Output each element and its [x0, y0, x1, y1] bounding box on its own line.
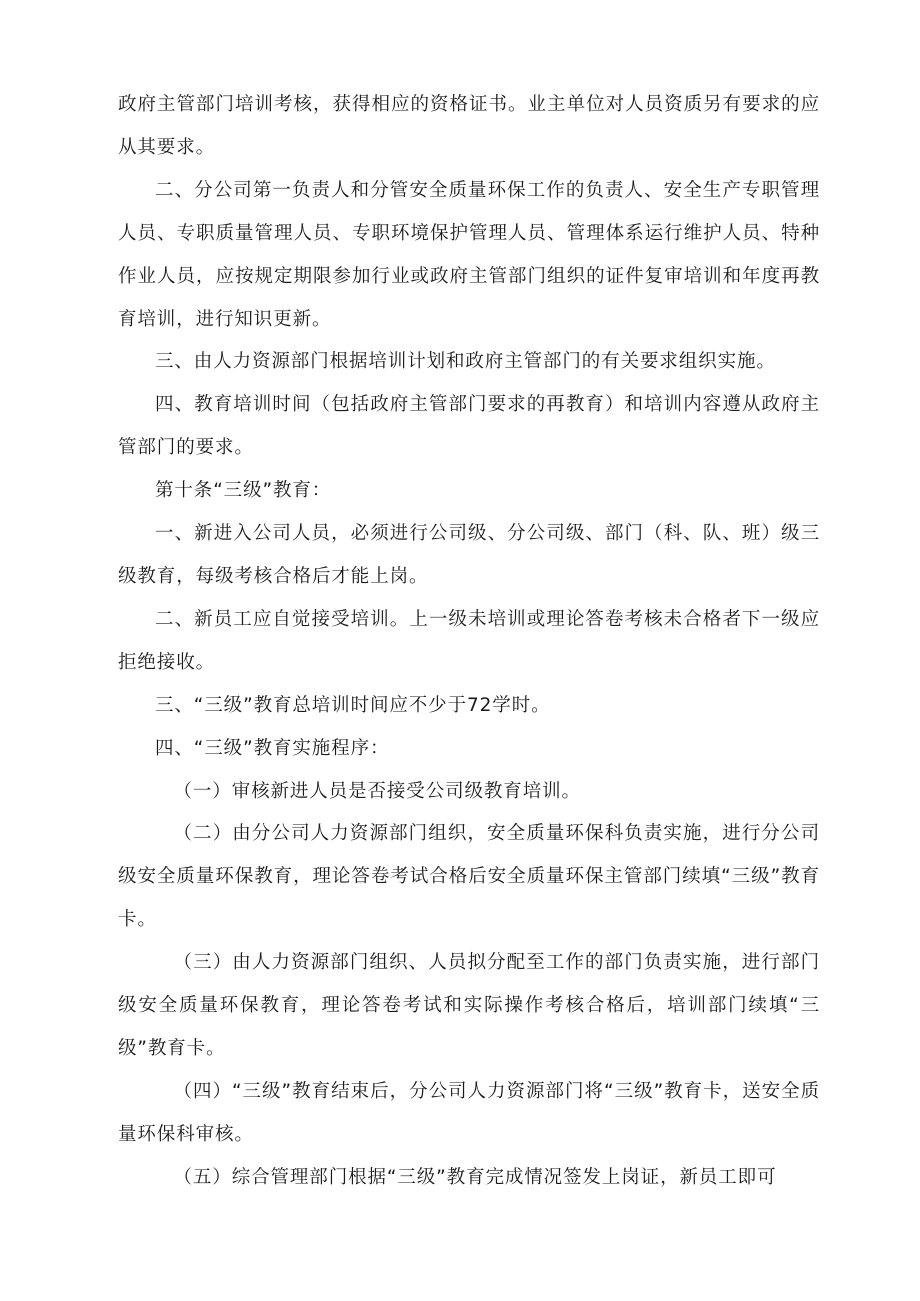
procedure-step-3: （三）由人力资源部门组织、人员拟分配至工作的部门负责实施，进行部门级安全质量环保教育，理论答卷考试和实际操作考核合格后，培训部门续填“三级”教育卡。: [118, 952, 820, 1059]
paragraph-three-level-item-3: 三、“三级”教育总培训时间应不少于72学时。: [155, 694, 551, 716]
paragraph-qualification-cont: 政府主管部门培训考核，获得相应的资格证书。业主单位对人员资质另有要求的应从其要求。: [118, 94, 820, 158]
paragraph-item-3-hr-implementation: 三、由人力资源部门根据培训计划和政府主管部门的有关要求组织实施。: [155, 351, 776, 373]
paragraph-three-level-item-4: 四、“三级”教育实施程序：: [155, 737, 390, 759]
procedure-step-1: （一）审核新进人员是否接受公司级教育培训。: [173, 780, 581, 802]
paragraph-item-4-training-time: 四、教育培训时间（包括政府主管部门要求的再教育）和培训内容遵从政府主管部门的要求。: [118, 394, 820, 459]
procedure-step-5: （五）综合管理部门根据“三级”教育完成情况签发上岗证，新员工即可: [173, 1166, 777, 1188]
article-10-heading: 第十条“三级”教育：: [155, 480, 332, 502]
paragraph-three-level-item-2: 二、新员工应自觉接受培训。上一级未培训或理论答卷考核未合格者下一级应拒绝接收。: [118, 608, 820, 673]
document-body: [118, 84, 820, 1200]
paragraph-three-level-item-1: 一、新进入公司人员，必须进行公司级、分公司级、部门（科、队、班）级三级教育，每级考核合格后才能上岗。: [118, 523, 820, 587]
procedure-step-4: （四）“三级”教育结束后，分公司人力资源部门将“三级”教育卡，送安全质量环保科审核。: [118, 1080, 820, 1145]
procedure-step-2: （二）由分公司人力资源部门组织，安全质量环保科负责实施，进行分公司级安全质量环保教育，理论答卷考试合格后安全质量环保主管部门续填“三级”教育卡。: [118, 823, 820, 931]
paragraph-item-2-retraining: 二、分公司第一负责人和分管安全质量环保工作的负责人、安全生产专职管理人员、专职质量管理人员、专职环境保护管理人员、管理体系运行维护人员、特种作业人员，应按规定期限参加行业或政府主管部门组织的证件复审培训和年度再教育培训，进行知识更新。: [118, 179, 820, 330]
